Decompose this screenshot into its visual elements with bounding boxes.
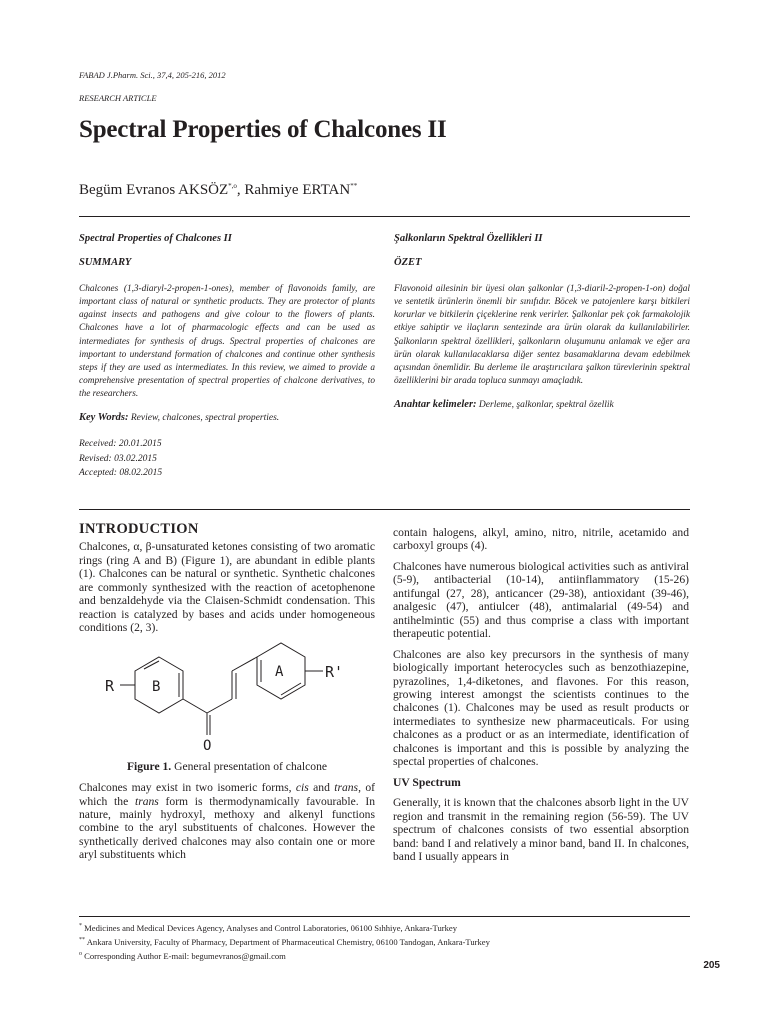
label-r-prime: R' bbox=[325, 662, 344, 681]
footnotes bbox=[79, 920, 490, 962]
abstract-en-text: Chalcones (1,3-diaryl-2-propen-1-ones), member of flavonoids family, are important class of natural or synthetic products. They are protector of plants against insects and pathogens and give colour to the flowers of plants. Chalcones have a lot of pharmacologic effects and can be used as intermediates for synthesis of drugs. Spectral properties of chalcones are important to understand formation of chalcones and continue other synthesis steps if they are used as intermediates. In this review, we aimed to provide a comprehensive presentation of spectral properties of chalcone derivatives, to the researchers. bbox=[79, 284, 375, 399]
abstract-divider bbox=[79, 509, 690, 510]
abstract-turkish bbox=[394, 232, 690, 412]
label-o: O bbox=[203, 737, 212, 754]
author-separator: , bbox=[236, 182, 245, 198]
intro-paragraph-1: Chalcones, α, β-unsaturated ketones consisting of two aromatic rings (ring A and B) (Figure 1), are abundant in edible plants (1). Chalcones can be natural or synthetic. Synthetic chalcones are commonly synthesized with the reaction of acetophenone and benzaldehyde via the Claisen-Schmidt condensation. This reaction is catalyzed by bases and acids under homogeneous conditions (2, 3). bbox=[79, 540, 375, 635]
figure-1-caption-text: General presentation of chalcone bbox=[174, 759, 328, 773]
footnote-3: $^o$ Corresponding Author E-mail: begumevranos@gmail.com bbox=[79, 950, 286, 961]
right-paragraph-1: contain halogens, alkyl, amino, nitro, nitrile, acetamido and carboxyl groups (4). bbox=[393, 526, 689, 553]
page-number: 205 bbox=[703, 960, 720, 971]
journal-citation: FABAD J.Pharm. Sci., 37,4, 205-216, 2012 bbox=[79, 70, 226, 80]
figure-1 bbox=[79, 642, 375, 754]
author-1: Begüm Evranos AKSÖZ bbox=[79, 182, 229, 198]
author-2: Rahmiye ERTAN bbox=[244, 182, 351, 198]
keywords-tr-text: Derleme, şalkonlar, spektral özellik bbox=[478, 399, 614, 410]
figure-1-caption-label: Figure 1. bbox=[126, 759, 172, 773]
date-accepted: Accepted: 08.02.2015 bbox=[79, 468, 163, 479]
body-left-column bbox=[79, 523, 375, 869]
trans-term: trans bbox=[334, 781, 359, 795]
body-right-column bbox=[393, 526, 689, 870]
abstract-tr-heading: ÖZET bbox=[394, 257, 422, 269]
right-paragraph-4: Generally, it is known that the chalcones absorb light in the UV region and transmit in the remaining region (56-59). The UV spectrum of chalcones consists of two essential absorption band: band I and relatively a minor band, band II. In chalcones, band I usually appears in bbox=[393, 796, 689, 863]
top-divider bbox=[79, 216, 690, 217]
keywords-tr-label: Anahtar kelimeler: bbox=[394, 398, 477, 410]
footnote-2: ** Ankara University, Faculty of Pharmacy, Department of Pharmaceutical Chemistry, 06100 Tandogan, Ankara-Turkey bbox=[79, 936, 490, 947]
date-received: Received: 20.01.2015 bbox=[79, 439, 162, 450]
uv-spectrum-heading: UV Spectrum bbox=[393, 775, 461, 789]
keywords-en bbox=[79, 411, 375, 425]
right-paragraph-3: Chalcones are also key precursors in the synthesis of many biologically important heterocycles such as benzothiazepine, pyrazolines, 1,4-diketones, and flavones. For this reason, growing interest amongst the scientists continues to the chalcones (1). Chalcones may be used as result products or intermediates to synthesize new pharmaceuticals. For using chalcones as a product or as an intermediate, identification of chalcones is important and this is possible by analyzing the spectal properties of chalcones. bbox=[393, 647, 689, 769]
intro-paragraph-2: Chalcones may exist in two isomeric forms, cis and trans, of which the trans form is thermodynamically favourable. In nature, mainly hydroxyl, methoxy and alkenyl functions combine to the aryl substituents of chalcones. However the synthetically derived chalcones may also contain one or more aryl substituents which bbox=[79, 781, 375, 862]
footnote-divider bbox=[79, 916, 690, 917]
date-revised: Revised: 03.02.2015 bbox=[79, 453, 157, 464]
keywords-tr bbox=[394, 398, 690, 412]
abstract-english bbox=[79, 232, 375, 481]
label-a: A bbox=[275, 663, 284, 680]
abstract-tr-title: Şalkonların Spektral Özellikleri II bbox=[394, 233, 543, 244]
label-b: B bbox=[152, 678, 161, 695]
keywords-en-label: Key Words: bbox=[79, 412, 129, 424]
paper-title: Spectral Properties of Chalcones II bbox=[79, 116, 447, 143]
author-2-marks: ** bbox=[350, 182, 358, 190]
author-line bbox=[79, 182, 357, 199]
chalcone-structure-diagram bbox=[79, 642, 375, 754]
article-type: RESEARCH ARTICLE bbox=[79, 93, 157, 103]
cis-term: cis bbox=[295, 781, 309, 795]
article-dates bbox=[79, 437, 375, 481]
trans-term-2: trans bbox=[134, 794, 159, 808]
abstract-tr-text: Flavonoid ailesinin bir üyesi olan şalkonlar (1,3-diaril-2-propen-1-on) doğal ve sentetik ürünlerin önemli bir sınıfıdır. Böcek ve patojenlere karşı bitkileri korurlar ve bitkilerin çiçeklerine renk verirler. Şalkonlar pek çok farmakolojik etkiye sahiptir ve ilaçların sentezinde ara ürün olarak da kullanılabilirler. Şalkonların spektral özellikleri, şalkonların oluşumunu anlamak ve eğer ara ürün olarak kullanılacaklarsa diğer sentez basamaklarına devam edebilmek açısından önemlidir. Bu derleme ile araştırıcılara şalkon türevlerinin spektral özelliklerini bir arada topluca sunmayı amaçladık. bbox=[394, 284, 690, 386]
figure-1-caption bbox=[79, 760, 375, 773]
label-r: R bbox=[105, 676, 115, 695]
intro-heading: INTRODUCTION bbox=[79, 521, 199, 537]
author-1-marks: *,o bbox=[228, 182, 237, 190]
right-paragraph-2: Chalcones have numerous biological activities such as antiviral (5-9), antibacterial (10-14), antiinflammatory (15-26) antifungal (27, 28), anticancer (29-38), antioxidant (39-46), analgesic (47), antiulcer (48), antimalarial (49-54) and antihelmintic (55) and thus comprise a class with important therapeutic potential. bbox=[393, 559, 689, 641]
footnote-1: * Medicines and Medical Devices Agency, Analyses and Control Laboratories, 06100 Sıhhiye, Ankara-Turkey bbox=[79, 922, 458, 933]
keywords-en-text: Review, chalcones, spectral properties. bbox=[130, 413, 280, 424]
abstract-en-heading: SUMMARY bbox=[79, 257, 132, 269]
abstract-en-title: Spectral Properties of Chalcones II bbox=[79, 233, 232, 244]
